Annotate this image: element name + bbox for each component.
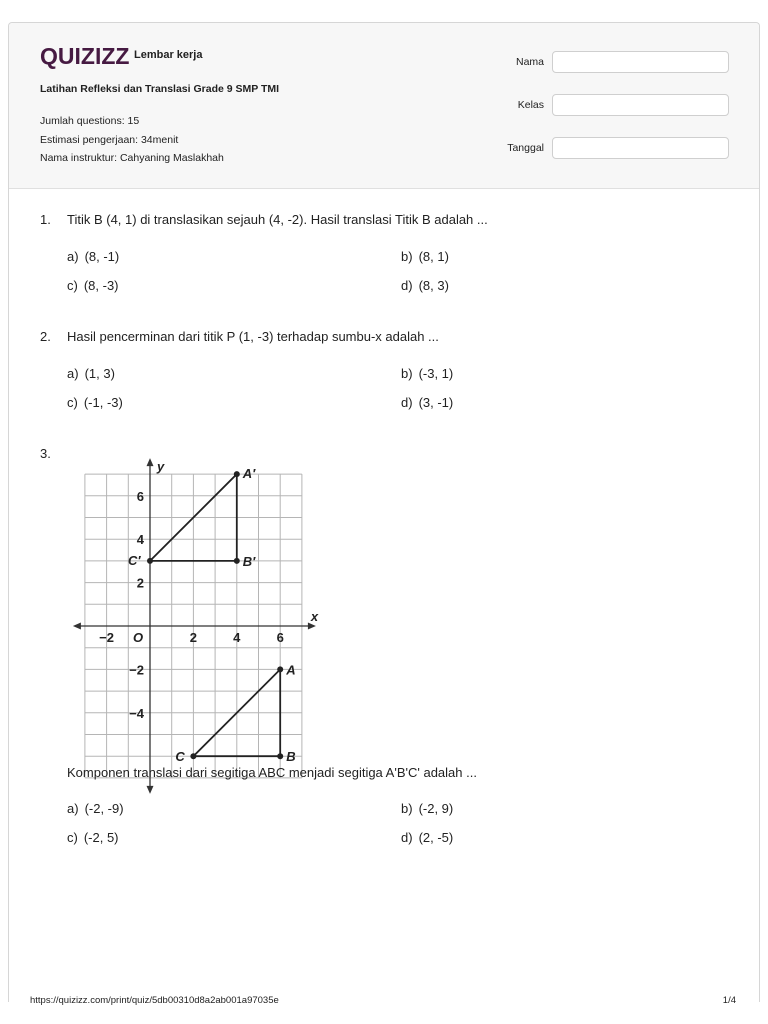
quiz-title: Latihan Refleksi dan Translasi Grade 9 SMP TMI <box>40 83 280 95</box>
point-label: C <box>175 749 185 765</box>
y-axis-label: y <box>157 459 165 475</box>
question-number: 2. <box>40 329 51 344</box>
option-letter: c) <box>67 395 78 410</box>
point-c-prime <box>147 558 153 564</box>
answer-option <box>401 249 449 264</box>
question-number: 3. <box>40 446 51 461</box>
footer-url: https://quizizz.com/print/quiz/5db00310d8a2ab001a97035e <box>30 995 279 1006</box>
option-value: (-2, -9) <box>84 801 124 816</box>
option-letter: d) <box>401 830 413 845</box>
x-axis-arrow-left <box>73 623 81 630</box>
answer-option <box>401 278 449 293</box>
y-tick-label: 2 <box>136 575 144 591</box>
option-value: (8, 1) <box>418 249 449 264</box>
option-value: (-1, -3) <box>83 395 123 410</box>
point-b-prime <box>234 558 240 564</box>
brand-row <box>40 43 202 69</box>
worksheet-page <box>8 22 760 1002</box>
option-letter: c) <box>67 278 78 293</box>
y-tick-label: 4 <box>136 532 144 548</box>
answer-option <box>401 395 453 410</box>
option-letter: a) <box>67 801 79 816</box>
worksheet-header <box>9 23 759 189</box>
point-label: A′ <box>242 466 256 482</box>
y-tick-label: −2 <box>129 662 144 678</box>
option-letter: c) <box>67 830 78 845</box>
option-value: (8, -3) <box>83 278 119 293</box>
option-value: (8, -1) <box>84 249 120 264</box>
option-value: (-2, 5) <box>83 830 119 845</box>
question-text: Titik B (4, 1) di translasikan sejauh (4, -2). Hasil translasi Titik B adalah ... <box>67 212 488 227</box>
option-value: (-3, 1) <box>418 366 454 381</box>
point-label: B <box>286 749 296 765</box>
point-a <box>277 666 283 672</box>
class-field-label: Kelas <box>517 99 544 111</box>
point-a-prime <box>234 471 240 477</box>
option-value: (1, 3) <box>84 366 115 381</box>
answer-option <box>401 830 453 845</box>
option-letter: d) <box>401 278 413 293</box>
answer-option <box>401 366 453 381</box>
question-count: Jumlah questions: 15 <box>40 115 140 127</box>
option-value: (2, -5) <box>418 830 454 845</box>
answer-option <box>67 249 119 264</box>
answer-option <box>67 395 123 410</box>
class-field[interactable] <box>552 94 729 116</box>
option-letter: b) <box>401 249 413 264</box>
y-axis-arrow-down <box>147 786 154 794</box>
answer-option <box>67 830 119 845</box>
x-tick-label: 2 <box>189 630 198 645</box>
point-label: A <box>286 662 296 678</box>
question-text: Komponen translasi dari segitiga ABC menjadi segitiga A'B'C' adalah ... <box>67 765 477 780</box>
option-letter: b) <box>401 801 413 816</box>
y-axis-arrow-up <box>147 458 154 466</box>
option-value: (3, -1) <box>418 395 454 410</box>
option-value: (8, 3) <box>418 278 449 293</box>
page-number: 1/4 <box>722 995 736 1006</box>
instructor-name: Nama instruktur: Cahyaning Maslakhah <box>40 152 224 164</box>
option-letter: a) <box>67 249 79 264</box>
answer-option <box>401 801 453 816</box>
name-field[interactable] <box>552 51 729 73</box>
x-tick-label: 6 <box>276 630 284 645</box>
date-field-label: Tanggal <box>507 142 544 154</box>
coordinate-grid-figure <box>61 441 323 765</box>
point-c <box>190 753 196 759</box>
x-tick-label: −2 <box>99 630 115 645</box>
x-axis-label: x <box>310 609 319 624</box>
sheet-type-label: Lembar kerja <box>134 49 203 61</box>
name-field-label: Nama <box>515 56 544 68</box>
answer-option <box>67 278 119 293</box>
option-letter: a) <box>67 366 79 381</box>
quizizz-logo <box>40 43 128 69</box>
question-number: 1. <box>40 212 51 227</box>
answer-option <box>67 366 115 381</box>
option-letter: b) <box>401 366 413 381</box>
quizizz-logo-text: QUIZIZZ <box>40 43 130 69</box>
axes <box>73 458 319 794</box>
x-tick-label: 4 <box>233 630 241 645</box>
origin-label: O <box>133 630 144 645</box>
point-label: B′ <box>242 553 256 569</box>
answer-option <box>67 801 124 816</box>
option-value: (-2, 9) <box>418 801 454 816</box>
y-tick-label: 6 <box>136 488 144 504</box>
option-letter: d) <box>401 395 413 410</box>
question-text: Hasil pencerminan dari titik P (1, -3) terhadap sumbu-x adalah ... <box>67 329 439 344</box>
date-field[interactable] <box>552 137 729 159</box>
points <box>128 466 296 764</box>
point-b <box>277 753 283 759</box>
time-estimate: Estimasi pengerjaan: 34menit <box>40 134 179 146</box>
point-label: C′ <box>128 552 141 568</box>
y-tick-label: −4 <box>129 705 144 721</box>
